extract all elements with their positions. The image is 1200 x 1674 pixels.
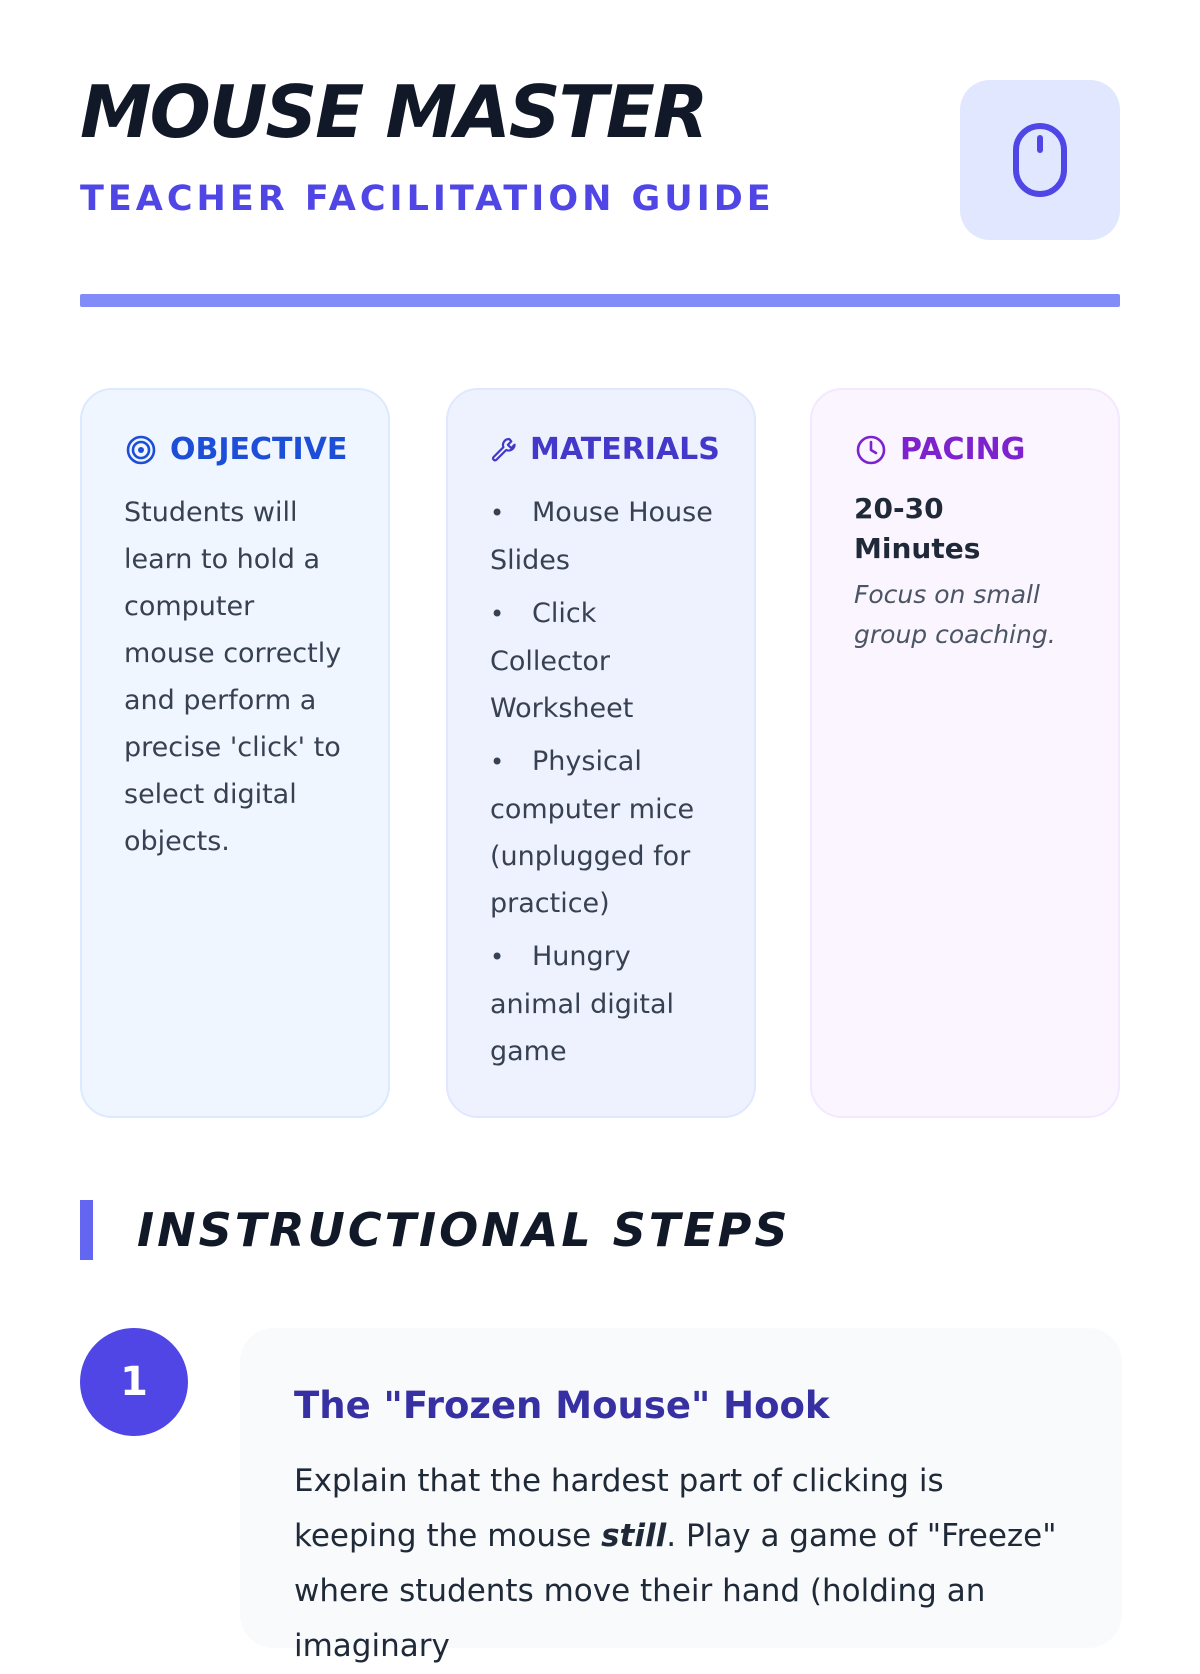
materials-heading: MATERIALS — [530, 432, 720, 467]
materials-list — [490, 489, 714, 1075]
pacing-duration: 20-30 Minutes — [854, 492, 981, 565]
list-item-text: Mouse House Slides — [490, 497, 713, 576]
section-heading — [80, 1200, 790, 1260]
materials-card — [446, 388, 756, 1118]
section-title: INSTRUCTIONAL STEPS — [137, 1203, 791, 1257]
step-card — [240, 1328, 1122, 1665]
objective-card — [80, 388, 390, 1118]
page-title: MOUSE MASTER — [80, 70, 707, 154]
step-text-emphasis: still — [601, 1518, 667, 1555]
mouse-icon — [1010, 120, 1070, 200]
target-icon — [124, 433, 158, 467]
section-accent-bar — [80, 1200, 93, 1260]
header-divider — [80, 294, 1120, 307]
pacing-card-header — [854, 432, 1078, 467]
logo-badge — [960, 80, 1120, 240]
page-subtitle: TEACHER FACILITATION GUIDE — [80, 179, 775, 219]
list-item-text: Physical computer mice (unplugged for practice) — [490, 746, 695, 919]
list-item-text: Click Collector Worksheet — [490, 598, 634, 724]
list-item: • Hungry animal digital game — [490, 941, 675, 1067]
step-title: The "Frozen Mouse" Hook — [294, 1384, 830, 1427]
clock-icon — [854, 433, 888, 467]
list-item: • Mouse House Slides — [490, 497, 713, 576]
step-text-start: Explain that the hardest part of clicking is keeping the mouse — [294, 1463, 944, 1555]
pacing-note: Focus on small group coaching. — [854, 580, 1056, 649]
list-item-text: Hungry animal digital game — [490, 941, 675, 1067]
wrench-icon — [490, 433, 518, 467]
step-text — [294, 1454, 1066, 1674]
step-text-end: . Play a game of "Freeze" where students move their hand (holding an imaginary — [294, 1518, 1057, 1665]
step-number-badge: 1 — [80, 1328, 188, 1436]
materials-card-header — [490, 432, 720, 467]
list-item: • Click Collector Worksheet — [490, 598, 634, 724]
pacing-heading: PACING — [900, 432, 1026, 467]
objective-card-header — [124, 432, 348, 467]
objective-heading: OBJECTIVE — [170, 432, 348, 467]
list-item: • Physical computer mice (unplugged for practice) — [490, 746, 695, 919]
page-header — [80, 70, 1120, 250]
pacing-card — [810, 388, 1120, 1118]
objective-text: Students will learn to hold a computer mouse correctly and perform a precise 'click' to select digital objects. — [124, 497, 342, 857]
